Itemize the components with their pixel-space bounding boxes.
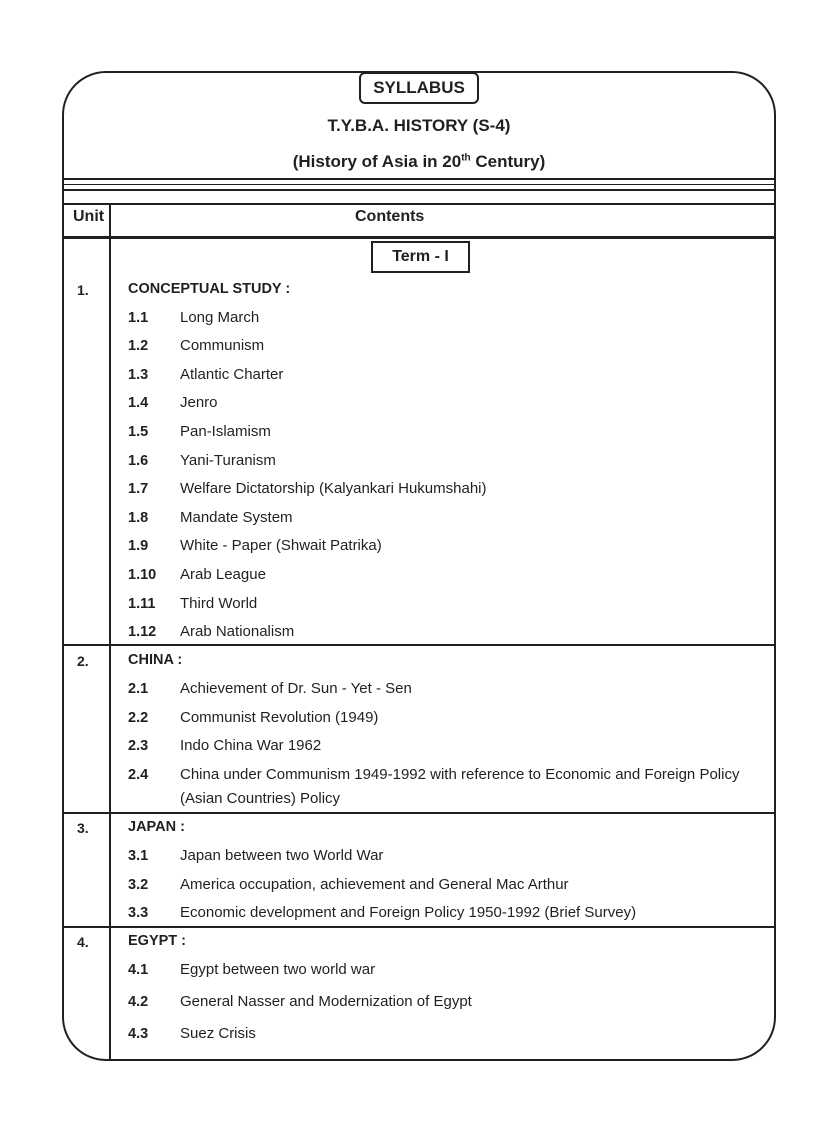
unit-number: 4. — [77, 934, 89, 950]
course-subtitle: (History of Asia in 20th Century) — [292, 152, 546, 171]
unit-column-header: Unit — [73, 208, 105, 225]
header-divider — [62, 184, 776, 185]
header-divider — [62, 189, 776, 191]
unit-title: EGYPT : — [128, 933, 187, 949]
unit-divider — [62, 644, 776, 646]
unit-number: 1. — [77, 282, 89, 298]
syllabus-label: SYLLABUS — [359, 72, 479, 104]
unit-divider — [62, 812, 776, 814]
unit-title: CHINA : — [128, 652, 183, 668]
term-label: Term - I — [371, 241, 470, 273]
unit-title: CONCEPTUAL STUDY : — [128, 281, 291, 297]
contents-column-header: Contents — [355, 208, 425, 225]
unit-number: 3. — [77, 820, 89, 836]
column-divider — [109, 203, 111, 1061]
course-title: T.Y.B.A. HISTORY (S-4) — [327, 116, 511, 135]
unit-number: 2. — [77, 653, 89, 669]
unit-divider — [62, 926, 776, 928]
header-divider — [62, 178, 776, 180]
unit-title: JAPAN : — [128, 819, 185, 835]
table-top-rule — [62, 203, 776, 205]
table-head-rule — [62, 236, 776, 239]
